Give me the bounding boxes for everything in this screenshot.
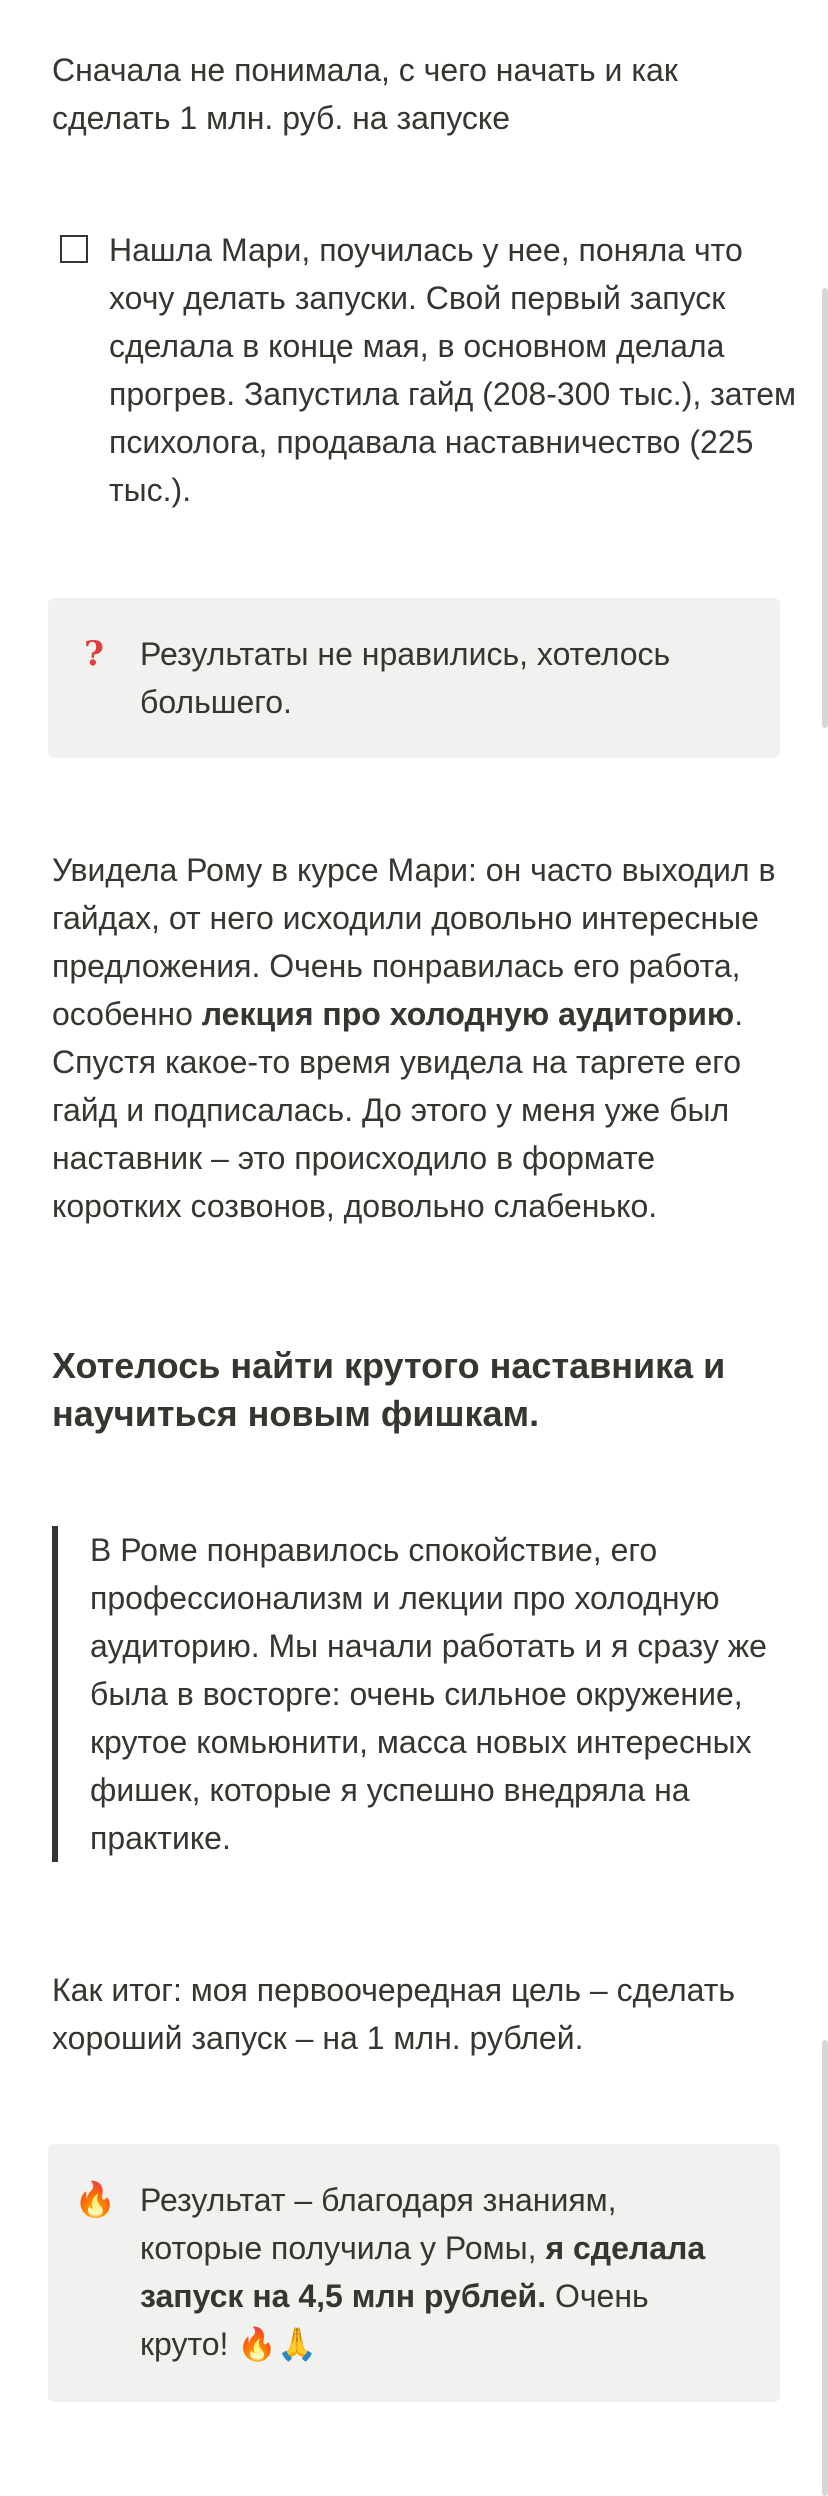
todo-text: Нашла Мари, поучилась у нее, поняла что хочу делать запуски. Свой первый запуск сделала в конце мая, в основном делала прогрев. Запустила гайд (208-300 тыс.), затем психолога, продавала наставничество (225 тыс.). <box>109 232 796 508</box>
story-text-start: Увидела Рому в курсе Мари: он часто выходил в гайдах, от него исходили довольно интересные предложения. Очень понравилась его работа, особенно <box>52 852 776 1032</box>
story-paragraph <box>52 846 792 1230</box>
callout-result-end: Очень круто! 🔥🙏 <box>140 2278 649 2362</box>
quote-text: В Роме понравилось спокойствие, его профессионализм и лекции про холодную аудиторию. Мы начали работать и я сразу же была в восторге: очень сильное окружение, крутое комьюнити, масса новых интересных фишек, которые я успешно внедряла на практике. <box>90 1532 767 1856</box>
story-text-end: . Спустя какое-то время увидела на таргете его гайд и подписалась. До этого у меня уже был наставник – это происходило в формате коротких созвонов, довольно слабенько. <box>52 996 744 1224</box>
story-text-bold: лекция про холодную аудиторию <box>201 996 735 1032</box>
fire-icon: 🔥 <box>74 2180 117 2220</box>
callout-result-start: Результат – благодаря знаниям, которые получила у Ромы, <box>140 2182 617 2266</box>
callout-results-text: Результаты не нравились, хотелось большего. <box>140 636 671 720</box>
callout-result-bold: я сделала запуск на 4,5 млн рублей. <box>140 2230 706 2314</box>
section-heading: Хотелось найти крутого наставника и научиться новым фишкам. <box>52 1345 726 1434</box>
quote-bar <box>52 1526 58 1862</box>
scrollbar-thumb-lower[interactable] <box>822 2040 828 2496</box>
question-mark-icon: ? <box>84 634 104 674</box>
summary-paragraph: Как итог: моя первоочередная цель – сделать хороший запуск – на 1 млн. рублей. <box>52 1972 736 2056</box>
todo-checkbox[interactable] <box>60 235 88 263</box>
callout-results <box>48 598 780 758</box>
callout-result-text <box>140 2176 740 2368</box>
scrollbar-thumb-upper[interactable] <box>822 288 828 728</box>
quote-block <box>52 1526 792 1862</box>
callout-result <box>48 2144 780 2402</box>
intro-paragraph: Сначала не понимала, с чего начать и как сделать 1 млн. руб. на запуске <box>52 52 678 136</box>
